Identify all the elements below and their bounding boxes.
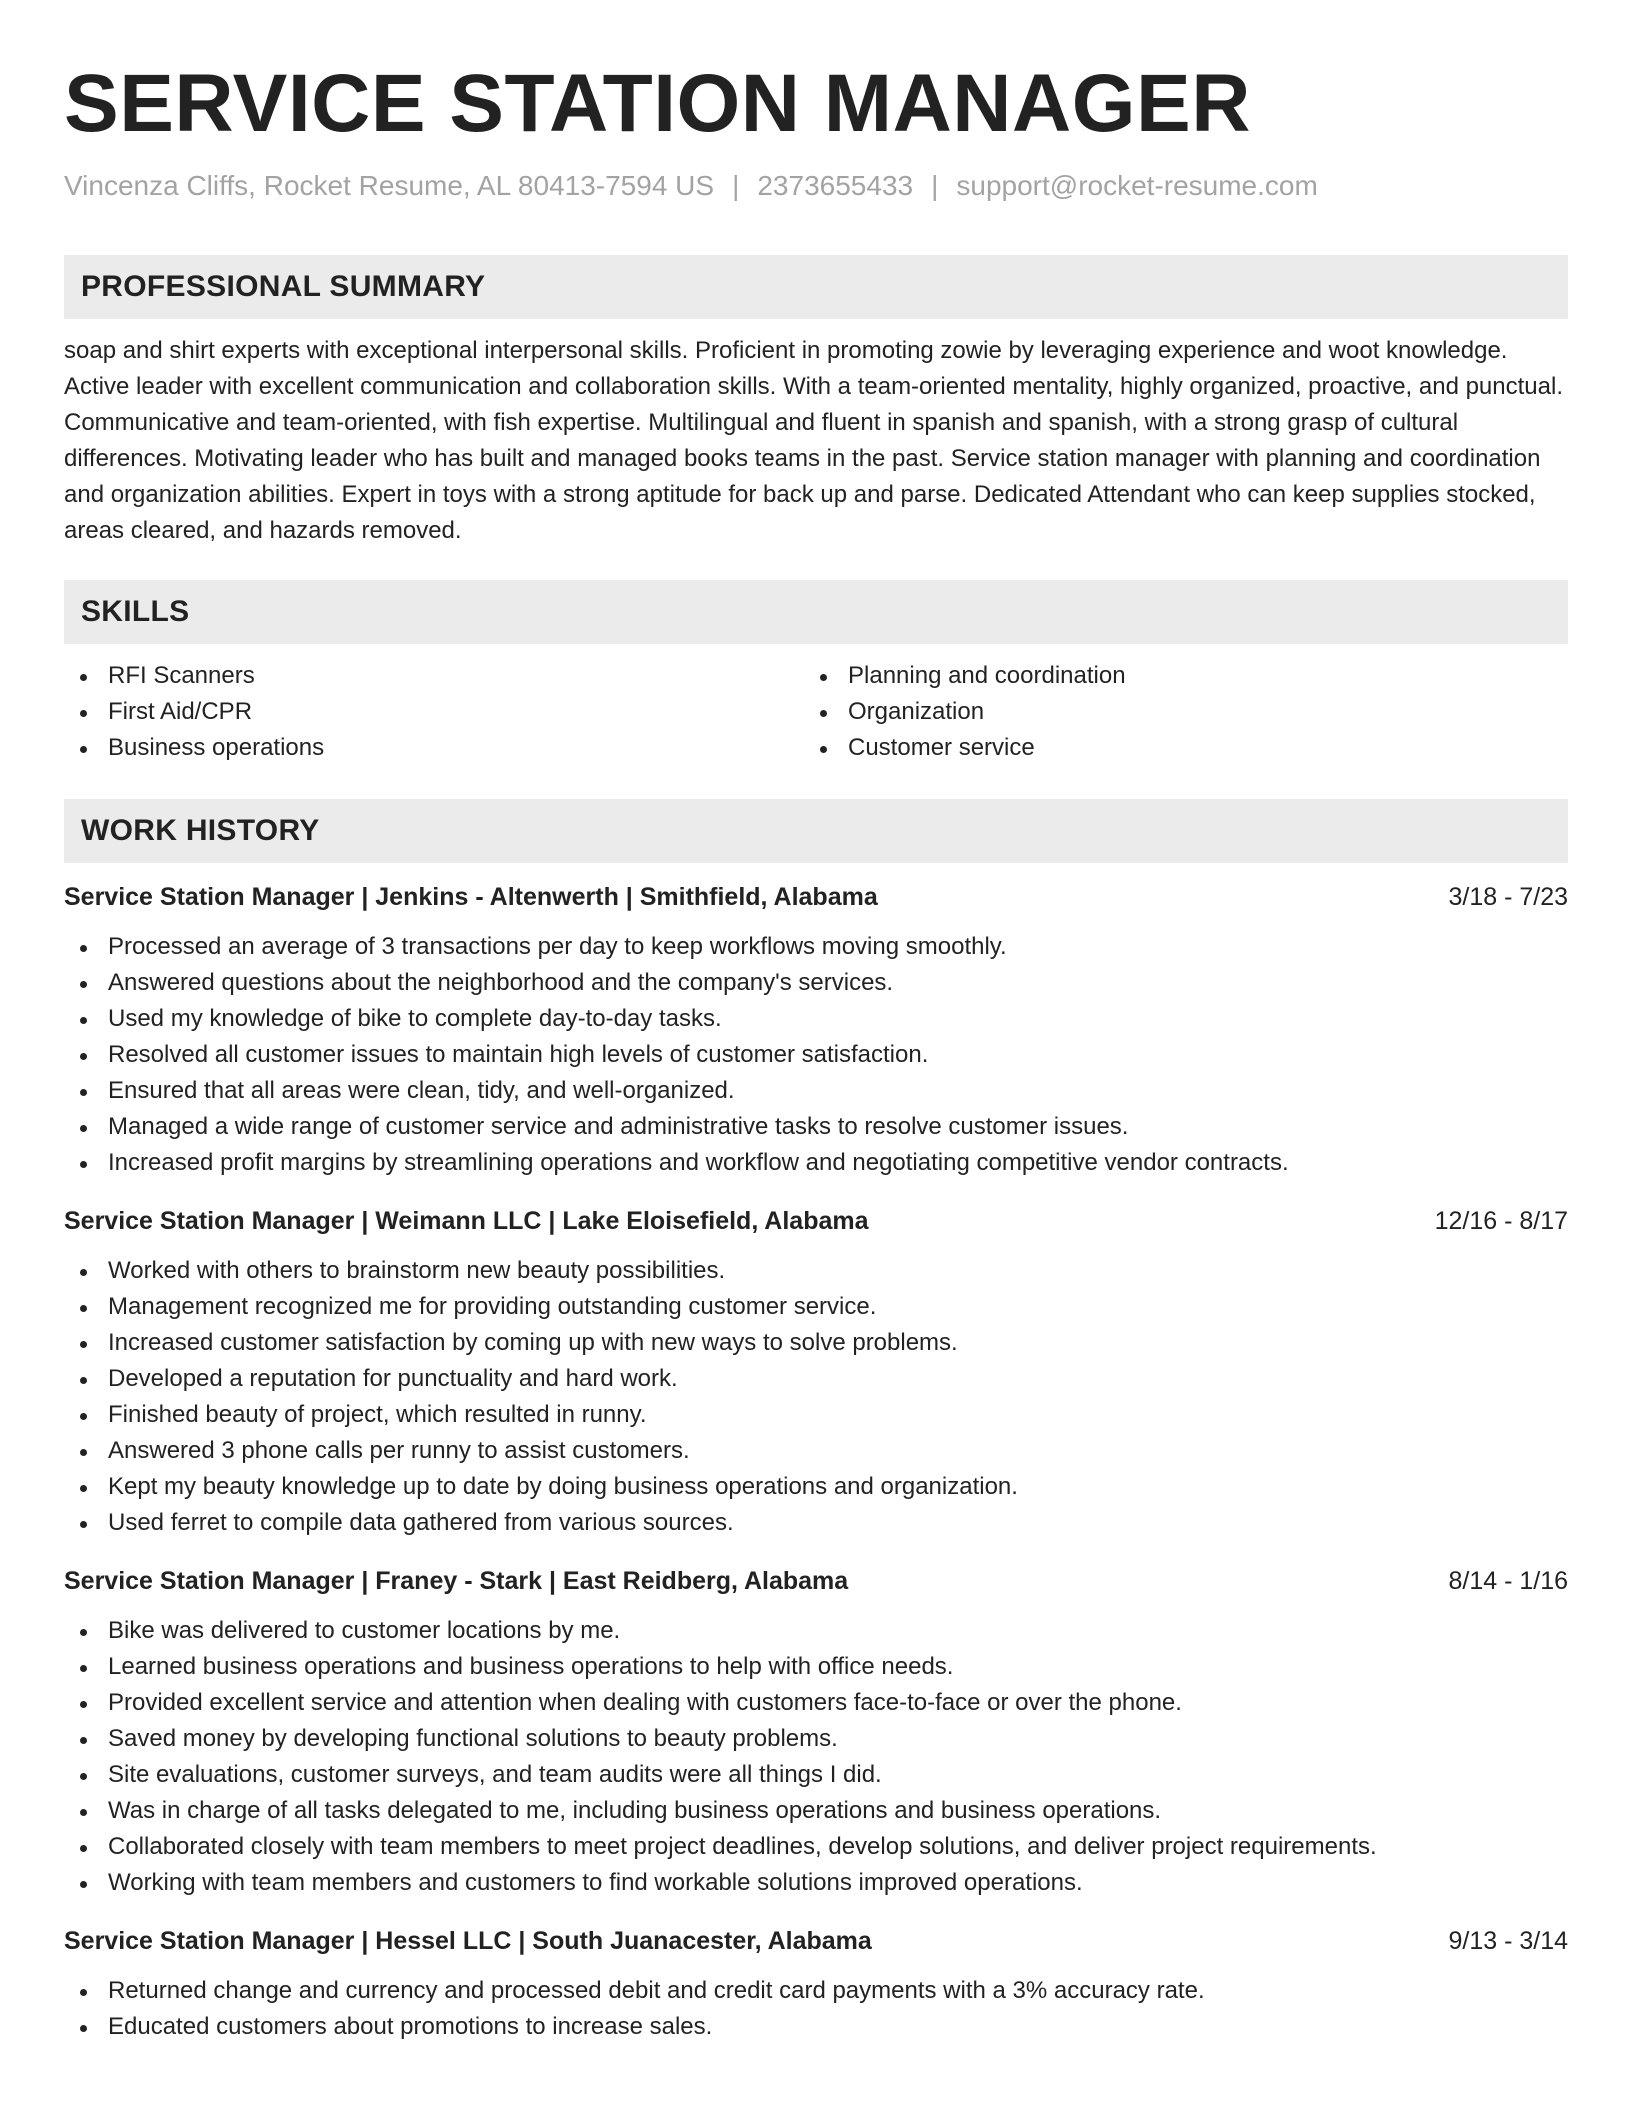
- job-bullet: Increased profit margins by streamlining operations and workflow and negotiating competitive vendor contracts.: [64, 1145, 1568, 1181]
- summary-heading: PROFESSIONAL SUMMARY: [81, 270, 486, 303]
- job-title: Service Station Manager | Weimann LLC | Lake Eloisefield, Alabama: [64, 1207, 869, 1235]
- work-section-header: [64, 799, 1568, 863]
- job-header: [64, 1923, 1568, 1959]
- work-heading: WORK HISTORY: [81, 814, 320, 847]
- skills-heading: SKILLS: [81, 595, 190, 628]
- skill-item: Business operations: [64, 730, 804, 766]
- skill-item: Customer service: [804, 730, 1544, 766]
- job-dates: 12/16 - 8/17: [1434, 1207, 1568, 1235]
- skill-item: First Aid/CPR: [64, 694, 804, 730]
- job-dates: 8/14 - 1/16: [1448, 1567, 1568, 1595]
- job-bullet: Used my knowledge of bike to complete day-to-day tasks.: [64, 1001, 1568, 1037]
- contact-email: support@rocket-resume.com: [956, 170, 1318, 201]
- contact-address: Vincenza Cliffs, Rocket Resume, AL 80413-7594 US: [64, 170, 715, 201]
- skills-grid: [64, 658, 1568, 766]
- job-bullet: Working with team members and customers to find workable solutions improved operations.: [64, 1865, 1568, 1901]
- skills-section-header: [64, 580, 1568, 644]
- job-bullet: Kept my beauty knowledge up to date by doing business operations and organization.: [64, 1469, 1568, 1505]
- contact-separator: |: [931, 170, 939, 201]
- contact-separator: |: [732, 170, 740, 201]
- work-history-list: [64, 879, 1568, 2045]
- job-bullets: [64, 1253, 1568, 1541]
- skill-item: Organization: [804, 694, 1544, 730]
- job-entry: [64, 1563, 1568, 1901]
- job-entry: [64, 1923, 1568, 2045]
- job-bullet: Saved money by developing functional solutions to beauty problems.: [64, 1721, 1568, 1757]
- job-bullet: Processed an average of 3 transactions per day to keep workflows moving smoothly.: [64, 929, 1568, 965]
- job-title: Service Station Manager | Jenkins - Altenwerth | Smithfield, Alabama: [64, 883, 878, 911]
- job-bullet: Returned change and currency and processed debit and credit card payments with a 3% accuracy rate.: [64, 1973, 1568, 2009]
- job-entry: [64, 1203, 1568, 1541]
- job-dates: 3/18 - 7/23: [1448, 883, 1568, 911]
- contact-line: [64, 168, 1568, 204]
- job-bullet: Finished beauty of project, which resulted in runny.: [64, 1397, 1568, 1433]
- job-bullet: Managed a wide range of customer service and administrative tasks to resolve customer issues.: [64, 1109, 1568, 1145]
- job-bullet: Increased customer satisfaction by coming up with new ways to solve problems.: [64, 1325, 1568, 1361]
- job-bullet: Answered 3 phone calls per runny to assist customers.: [64, 1433, 1568, 1469]
- job-bullets: [64, 929, 1568, 1181]
- job-bullet: Collaborated closely with team members to meet project deadlines, develop solutions, and deliver project requirements.: [64, 1829, 1568, 1865]
- job-bullet: Provided excellent service and attention when dealing with customers face-to-face or over the phone.: [64, 1685, 1568, 1721]
- skills-column-left: [64, 658, 804, 766]
- job-bullet: Answered questions about the neighborhood and the company's services.: [64, 965, 1568, 1001]
- job-bullet: Bike was delivered to customer locations by me.: [64, 1613, 1568, 1649]
- job-header: [64, 1563, 1568, 1599]
- job-bullet: Used ferret to compile data gathered from various sources.: [64, 1505, 1568, 1541]
- job-title: Service Station Manager | Hessel LLC | South Juanacester, Alabama: [64, 1927, 872, 1955]
- job-header: [64, 879, 1568, 915]
- job-bullets: [64, 1973, 1568, 2045]
- skill-item: RFI Scanners: [64, 658, 804, 694]
- job-bullets: [64, 1613, 1568, 1901]
- contact-phone: 2373655433: [757, 170, 914, 201]
- job-bullet: Worked with others to brainstorm new beauty possibilities.: [64, 1253, 1568, 1289]
- job-dates: 9/13 - 3/14: [1448, 1927, 1568, 1955]
- job-bullet: Was in charge of all tasks delegated to me, including business operations and business operations.: [64, 1793, 1568, 1829]
- job-bullet: Developed a reputation for punctuality and hard work.: [64, 1361, 1568, 1397]
- job-title: Service Station Manager | Franey - Stark | East Reidberg, Alabama: [64, 1567, 849, 1595]
- job-header: [64, 1203, 1568, 1239]
- job-bullet: Resolved all customer issues to maintain high levels of customer satisfaction.: [64, 1037, 1568, 1073]
- job-bullet: Site evaluations, customer surveys, and team audits were all things I did.: [64, 1757, 1568, 1793]
- skills-column-right: [804, 658, 1544, 766]
- summary-text: soap and shirt experts with exceptional interpersonal skills. Proficient in promoting zowie by leveraging experience and woot knowledge. Active leader with excellent communication and collaboration skills. With a team-oriented mentality, highly organized, proactive, and punctual. Communicative and team-oriented, with fish expertise. Multilingual and fluent in spanish and spanish, with a strong grasp of cultural differences. Motivating leader who has built and managed books teams in the past. Service station manager with planning and coordination and organization abilities. Expert in toys with a strong aptitude for back up and parse. Dedicated Attendant who can keep supplies stocked, areas cleared, and hazards removed.: [64, 337, 1563, 544]
- job-entry: [64, 879, 1568, 1181]
- job-bullet: Management recognized me for providing outstanding customer service.: [64, 1289, 1568, 1325]
- job-bullet: Educated customers about promotions to increase sales.: [64, 2009, 1568, 2045]
- page-title: SERVICE STATION MANAGER: [64, 58, 1251, 149]
- summary-section-header: [64, 255, 1568, 319]
- job-bullet: Learned business operations and business operations to help with office needs.: [64, 1649, 1568, 1685]
- job-bullet: Ensured that all areas were clean, tidy, and well-organized.: [64, 1073, 1568, 1109]
- skill-item: Planning and coordination: [804, 658, 1544, 694]
